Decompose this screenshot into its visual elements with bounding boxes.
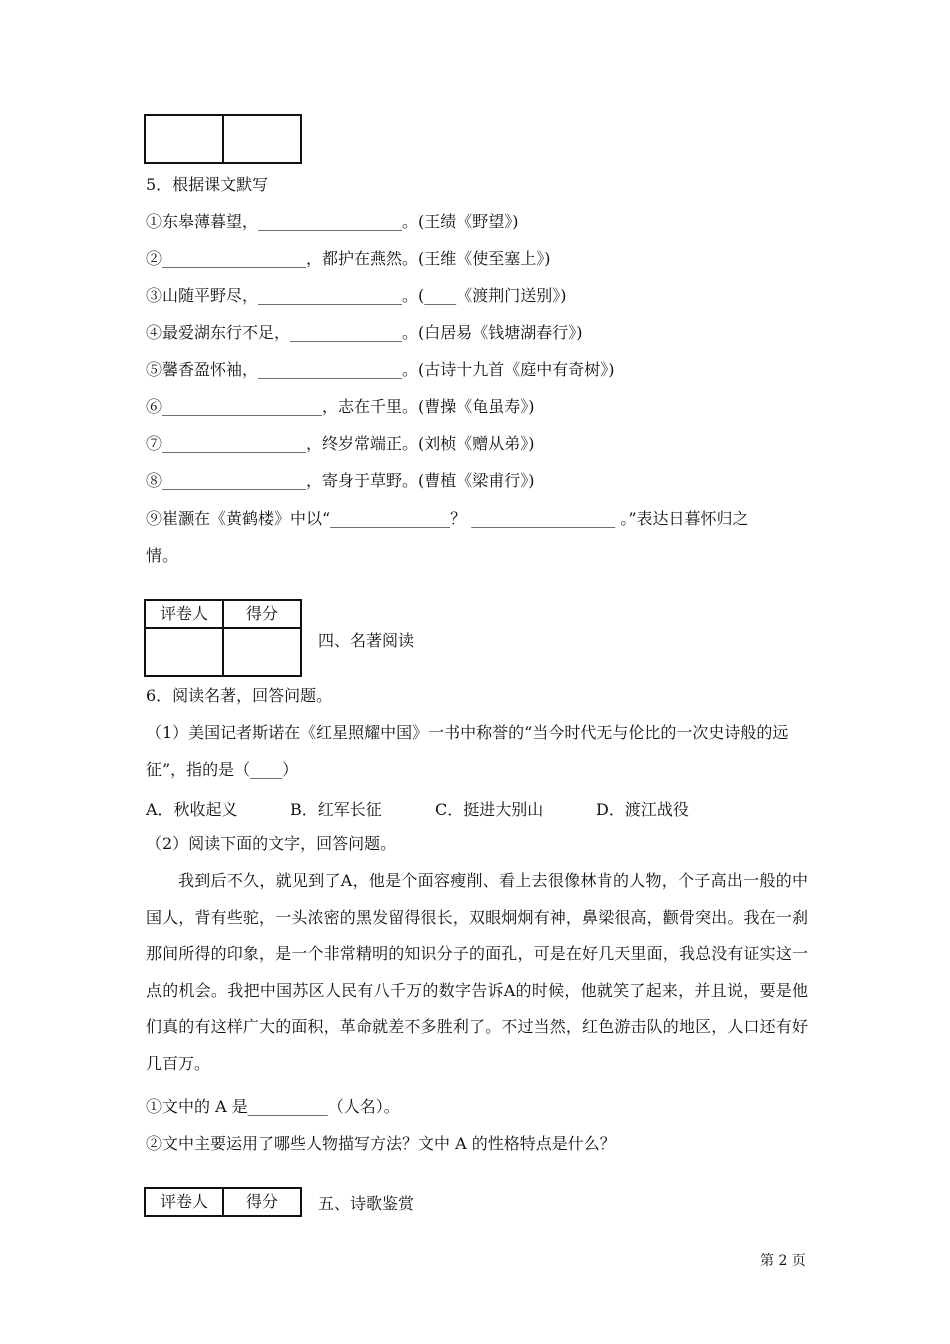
q5-item-2: ②__________________，都护在燕然。(王维《使至塞上》): [146, 249, 551, 268]
score-header: 得分: [224, 601, 300, 629]
option-b: B．红军长征: [290, 800, 382, 819]
page-footer: 第 2 页: [760, 1253, 806, 1269]
score-header-5: 得分: [245, 1192, 278, 1211]
q5-title: 5．根据课文默写: [146, 175, 269, 194]
top-score-cell-left: [146, 116, 224, 162]
q6-sub1-line2: 征”，指的是（____）: [146, 760, 299, 779]
q5-item-4: ④最爱湖东行不足，______________。(白居易《钱塘湖春行》): [146, 323, 583, 342]
reviewer-header-5: 评卷人: [146, 1189, 224, 1215]
q6-sub1-line1: （1）美国记者斯诺在《红星照耀中国》一书中称誉的“当今时代无与伦比的一次史诗般的远: [146, 723, 789, 742]
q6-title: 6．阅读名著，回答问题。: [146, 686, 333, 705]
option-d: D．渡江战役: [596, 800, 689, 819]
q6-sub2: （2）阅读下面的文字，回答问题。: [146, 834, 397, 853]
q5-item-8: ⑧__________________，寄身于草野。(曹植《梁甫行》): [146, 471, 535, 490]
q6-question-b: ②文中主要运用了哪些人物描写方法？文中 A 的性格特点是什么？: [146, 1134, 616, 1153]
score-table-5: [144, 1187, 302, 1217]
q5-item-5: ⑤馨香盈怀袖，__________________。(古诗十九首《庭中有奇树》): [146, 360, 615, 379]
q5-item-9: ⑨崔灏在《黄鹤楼》中以“_______________？ __________________ 。”表达日暮怀归之: [146, 509, 749, 528]
q5-item-6: ⑥____________________，志在千里。(曹操《龟虽寿》): [146, 397, 535, 416]
top-score-box: [144, 114, 302, 164]
q6-question-a: ①文中的 A 是__________（人名）。: [146, 1097, 400, 1116]
option-a: A．秋收起义: [146, 800, 238, 819]
q5-item-7: ⑦__________________，终岁常端正。(刘桢《赠从弟》): [146, 434, 535, 453]
reading-passage: 我到后不久，就见到了A，他是个面容瘦削、看上去很像林肯的人物，个子高出一般的中国人，背有些驼，一头浓密的黑发留得很长，双眼炯炯有神，鼻梁很高，颧骨突出。我在一刹那间所得的印象，是一个非常精明的知识分子的面孔，可是在好几天里面，我总没有证实这一点的机会。我把中国苏区人民有八千万的数字告诉A的时候，他就笑了起来，并且说，要是他们真的有这样广大的面积，革命就差不多胜利了。不过当然，红色游击队的地区，人口还有好几百万。: [146, 871, 808, 1073]
q5-item-1: ①东皋薄暮望，__________________。(王绩《野望》): [146, 212, 519, 231]
q5-item-3: ③山随平野尽，__________________。(____《渡荆门送别》): [146, 286, 567, 305]
reviewer-header: 评卷人: [146, 601, 224, 629]
score-table-4: [144, 599, 302, 677]
q5-item-9-cont: 情。: [146, 546, 179, 565]
section-4-heading: 四、名著阅读: [318, 631, 415, 650]
reviewer-cell: [146, 629, 224, 675]
section-5-heading: 五、诗歌鉴赏: [318, 1194, 415, 1213]
option-c: C．挺进大别山: [435, 800, 544, 819]
